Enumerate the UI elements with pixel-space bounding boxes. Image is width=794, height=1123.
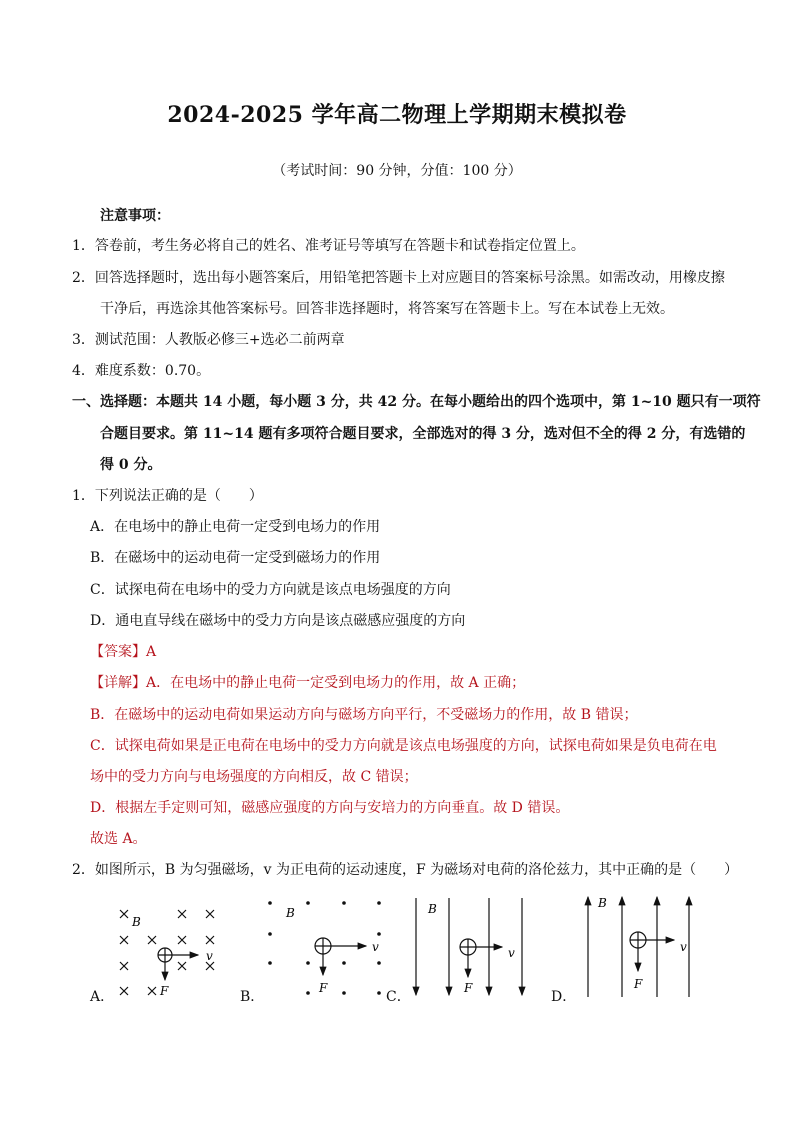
detail-text: A．在电场中的静止电荷一定受到电场力的作用，故 A 正确； [146, 675, 526, 691]
option-label-c: C． [386, 989, 411, 1005]
label-f: F [634, 977, 643, 991]
answer-line [90, 642, 156, 662]
option-label-b: B． [240, 989, 265, 1005]
label-b: B [286, 906, 295, 920]
positive-charge-icon [460, 939, 476, 955]
label-v: v [680, 940, 687, 954]
option-label-d: D． [551, 989, 577, 1005]
label-f: F [319, 981, 328, 995]
option-label-a: A． [90, 989, 115, 1005]
question-1-option: C．试探电荷在电场中的受力方向就是该点电场强度的方向 [90, 582, 451, 598]
figure-b-magnetic-field-out-of-page [262, 895, 387, 1003]
label-f: F [464, 981, 473, 995]
question-1-option: D．通电直导线在磁场中的受力方向是该点磁感应强度的方向 [90, 613, 466, 629]
section-instructions: 合题目要求。第 11~14 题有多项符合题目要求，全部选对的得 3 分，选对但不全的得 2 分，有选错的 [100, 426, 746, 442]
section-instructions: 得 0 分。 [100, 457, 162, 473]
exam-info: （考试时间：90 分钟，分值：100 分） [272, 163, 522, 179]
page-title: 2024-2025 学年高二物理上学期期末模拟卷 [167, 102, 627, 128]
note-item: 2．回答选择题时，选出每小题答案后，用铅笔把答题卡上对应题目的答案标号涂黑。如需改动，用橡皮擦 [72, 270, 725, 286]
conclusion-line: 故选 A。 [90, 831, 147, 847]
note-item: 3．测试范围：人教版必修三+选必二前两章 [72, 332, 345, 348]
label-v: v [206, 949, 213, 963]
question-1-stem: 1．下列说法正确的是（ ） [72, 488, 263, 504]
note-item: 干净后，再选涂其他答案标号。回答非选择题时，将答案写在答题卡上。写在本试卷上无效。 [100, 301, 674, 317]
detail-line: B．在磁场中的运动电荷如果运动方向与磁场方向平行，不受磁场力的作用，故 B 错误； [90, 707, 638, 723]
detail-line: 场中的受力方向与电场强度的方向相反，故 C 错误； [90, 769, 418, 785]
label-b: B [598, 896, 607, 910]
label-b: B [132, 915, 141, 929]
detail-line: D．根据左手定则可知，磁感应强度的方向与安培力的方向垂直。故 D 错误。 [90, 800, 570, 816]
note-item: 1．答卷前，考生务必将自己的姓名、准考证号等填写在答题卡和试卷指定位置上。 [72, 238, 585, 254]
label-b: B [428, 902, 437, 916]
label-f: F [160, 984, 169, 998]
question-1-option: A．在电场中的静止电荷一定受到电场力的作用 [90, 519, 381, 535]
question-2-stem: 2．如图所示，B 为匀强磁场，v 为正电荷的运动速度，F 为磁场对电荷的洛伦兹力，其中正确的是（ ） [72, 862, 739, 878]
label-v: v [508, 946, 515, 960]
note-item: 4．难度系数：0.70。 [72, 363, 211, 379]
positive-charge-icon [630, 932, 646, 948]
detail-label: 【详解】 [90, 675, 146, 691]
detail-line: C．试探电荷如果是正电荷在电场中的受力方向就是该点电场强度的方向，试探电荷如果是负电荷在电 [90, 738, 717, 754]
notes-heading: 注意事项： [100, 208, 170, 224]
figure-c-magnetic-field-downward [406, 893, 531, 1003]
positive-charge-icon [315, 938, 331, 954]
answer-label: 【答案】 [90, 644, 146, 660]
answer-value: A [146, 644, 157, 660]
detail-line [90, 673, 525, 693]
figure-d-magnetic-field-upward [578, 891, 703, 1003]
section-instructions: 一、选择题：本题共 14 小题，每小题 3 分，共 42 分。在每小题给出的四个选项中，第 1~10 题只有一项符 [72, 394, 761, 410]
label-v: v [372, 940, 379, 954]
figure-a-magnetic-field-into-page [110, 900, 230, 1005]
positive-charge-icon [158, 948, 172, 962]
question-1-option: B．在磁场中的运动电荷一定受到磁场力的作用 [90, 550, 381, 566]
